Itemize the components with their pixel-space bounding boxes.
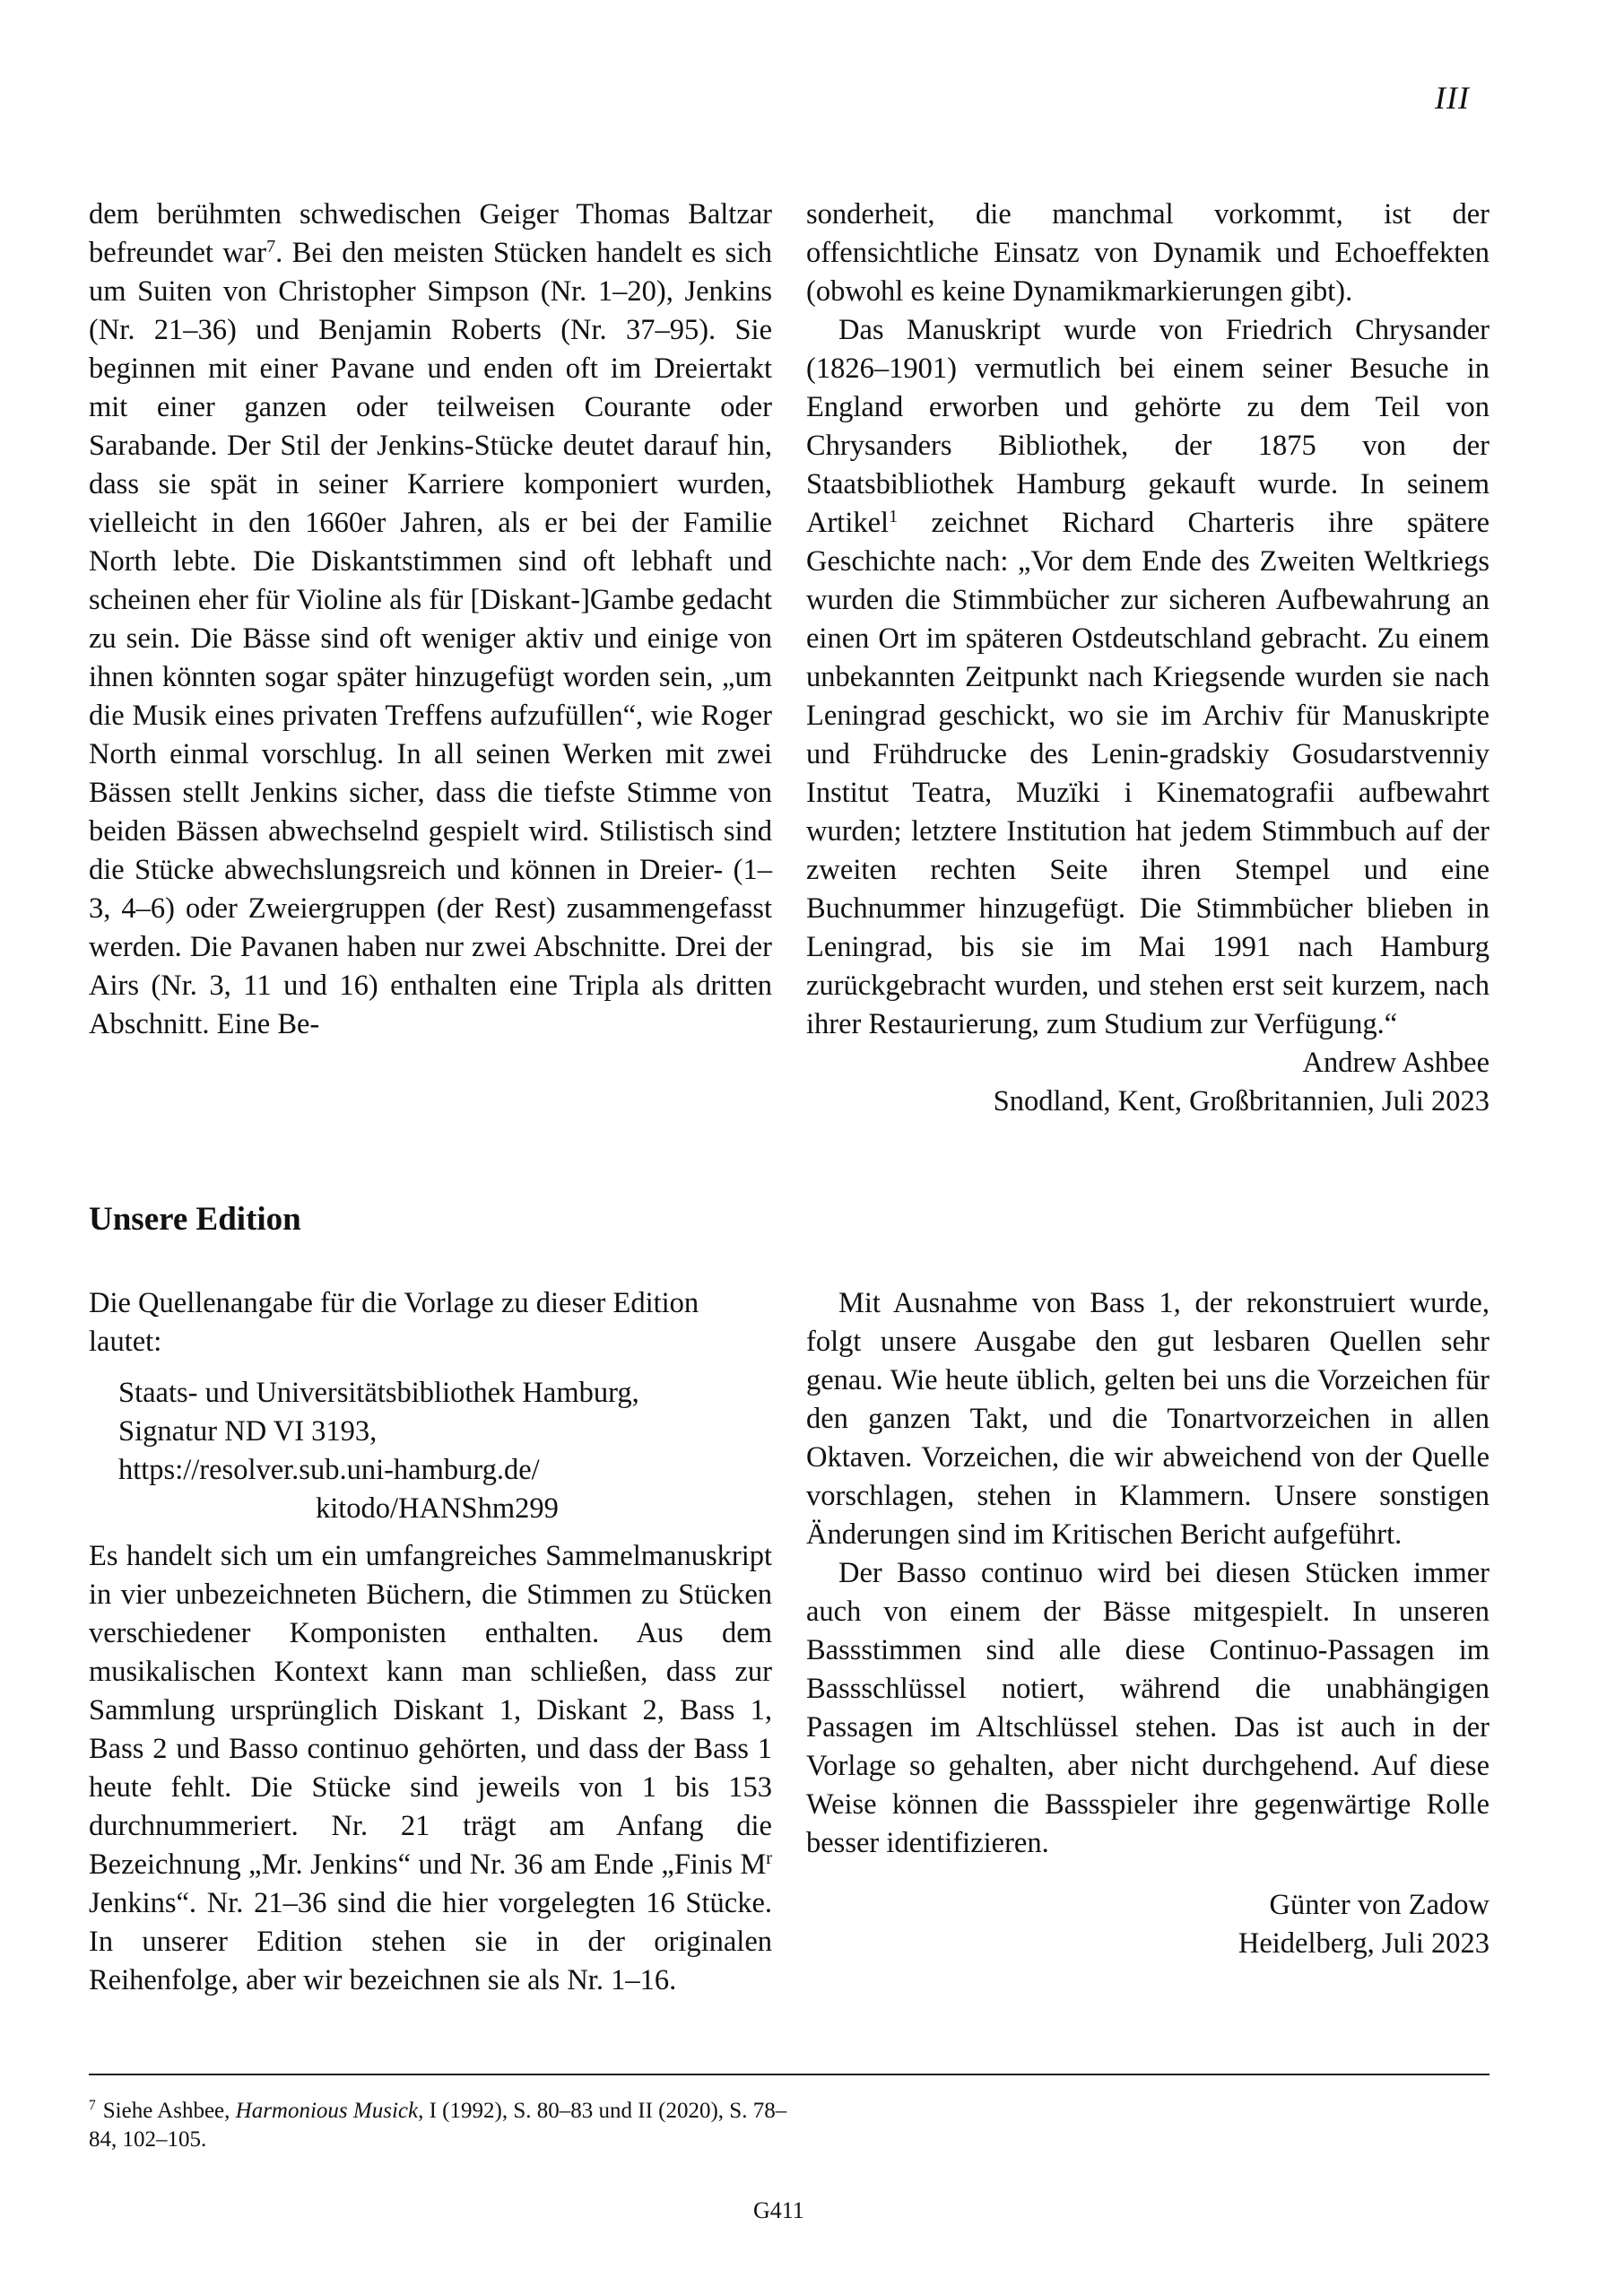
- source-library: Staats- und Universitätsbibliothek Hamburg,: [118, 1377, 639, 1409]
- section-heading: Unsere Edition: [89, 1201, 301, 1238]
- footnote: [89, 2097, 788, 2154]
- source-url[interactable]: https://resolver.sub.uni-hamburg.de/: [118, 1454, 540, 1486]
- paragraph-text: zeichnet Richard Charteris ihre spätere Geschichte nach: „Vor dem Ende des Zweiten Weltkriegs wurden die Stimmbücher zur sicheren Aufbewahrung an einen Ort im späteren Ostdeutschland gebracht. Zu einem unbekannten Zeitpunkt nach Kriegsende wurden sie nach Leningrad geschickt, wo sie im Archiv für Manuskripte und Frühdrucke des Lenin-gradskiy Gosudarstvenniy Institut Teatra, Muzïki i Kinematografii aufbewahrt wurden; letztere Institution hat jedem Stimmbuch auf der zweiten rechten Seite ihren Stempel und eine Buchnummer hinzugefügt. Die Stimmbücher blieben in Leningrad, bis sie im Mai 1991 nach Hamburg zurückgebracht wurden, und stehen erst seit kurzem, nach ihrer Restaurierung, zum Studium zur Verfügung.“: [806, 507, 1489, 1040]
- source-url-continued[interactable]: kitodo/HANShm299: [316, 1492, 559, 1525]
- source-shelfmark: Signatur ND VI 3193,: [118, 1415, 378, 1448]
- paragraph-text: Das Manuskript wurde von Friedrich Chrysander (1826–1901) vermutlich bei einem seiner Besuche in England erworben und gehörte zu dem Teil von Chrysanders Bibliothek, der 1875 von der Staatsbibliothek Hamburg gekauft wurde. In seinem Artikel: [806, 314, 1489, 539]
- paragraph-text: dem berühmten schwedischen Geiger Thomas Baltzar befreundet war: [89, 198, 772, 269]
- footnote-text: Siehe Ashbee,: [102, 2099, 236, 2123]
- paragraph: Der Basso continuo wird bei diesen Stücken immer auch von einem der Bässe mitgespielt. In unseren Bassstimmen sind alle diese Continuo-Passagen im Bassschlüssel notiert, während die unabhängigen Passagen im Altschlüssel stehen. Das ist auch in der Vorlage so gehalten, aber nicht durchgehend. Auf diese Weise können die Bassspieler ihre gegenwärtige Rolle besser identifizieren.: [806, 1557, 1489, 1859]
- signature-place-date: Snodland, Kent, Großbritannien, Juli 2023: [993, 1085, 1489, 1118]
- footnote-reference[interactable]: 1: [889, 506, 899, 526]
- footnote-text: , I (1992), S. 80–83 und II (2020), S. 78–84, 102–105.: [89, 2099, 787, 2152]
- footnote-title: Harmonious Musick: [235, 2099, 419, 2123]
- footnote-mark: 7: [89, 2098, 96, 2114]
- signature-name: Günter von Zadow: [1269, 1889, 1489, 1921]
- folio: G411: [753, 2197, 804, 2223]
- left-column-top: [89, 196, 772, 1044]
- paragraph: sonderheit, die manchmal vorkommt, ist der offensichtliche Einsatz von Dynamik und Echoeffekten (obwohl es keine Dynamikmarkierungen gibt).: [806, 198, 1489, 308]
- paragraph-text: Es handelt sich um ein umfangreiches Sammelmanuskript in vier unbezeichneten Büchern, die Stimmen zu Stücken verschiedener Komponisten enthalten. Aus dem musikalischen Kontext kann man schließen, dass zur Sammlung ursprünglich Diskant 1, Diskant 2, Bass 1, Bass 2 und Basso continuo gehörten, und dass der Bass 1 heute fehlt. Die Stücke sind jeweils von 1 bis 153 durchnummeriert. Nr. 21 trägt am Anfang die Bezeichnung „Mr. Jenkins“ und Nr. 36 am Ende „Finis M: [89, 1540, 772, 1881]
- signature-place-date: Heidelberg, Juli 2023: [1238, 1927, 1489, 1960]
- paragraph: Mit Ausnahme von Bass 1, der rekonstruiert wurde, folgt unsere Ausgabe den gut lesbaren Quellen sehr genau. Wie heute üblich, gelten bei uns die Vorzeichen für den ganzen Takt, und die Tonartvorzeichen in allen Oktaven. Vorzeichen, die wir abweichend von der Quelle vorschlagen, stehen in Klammern. Unsere sonstigen Änderungen sind im Kritischen Bericht aufgeführt.: [806, 1287, 1489, 1551]
- paragraph-text: . Bei den meisten Stücken handelt es sich um Suiten von Christopher Simpson (Nr. 1–20), Jenkins (Nr. 21–36) und Benjamin Roberts (Nr. 37–95). Sie beginnen mit einer Pavane und enden oft im Dreiertakt mit einer ganzen oder teilweisen Courante oder Sarabande. Der Stil der Jenkins-Stücke deutet darauf hin, dass sie spät in seiner Karriere komponiert wurden, vielleicht in den 1660er Jahren, als er bei der Familie North lebte. Die Diskantstimmen sind oft lebhaft und scheinen eher für Violine als für [Diskant-]Gambe gedacht zu sein. Die Bässe sind oft weniger aktiv und einige von ihnen könnten sogar später hinzugefügt worden sein, „um die Musik eines privaten Treffens aufzufüllen“, wie Roger North einmal vorschlug. In all seinen Werken mit zwei Bässen stellt Jenkins sicher, dass die tiefste Stimme von beiden Bässen abwechselnd gespielt wird. Stilistisch sind die Stücke abwechslungsreich und können in Dreier- (1–3, 4–6) oder Zweiergruppen (der Rest) zusammengefasst werden. Die Pavanen haben nur zwei Abschnitte. Drei der Airs (Nr. 3, 11 und 16) enthalten eine Tripla als dritten Abschnitt. Eine Be-: [89, 237, 773, 1040]
- source-citation: [89, 1374, 772, 1528]
- paragraph: [89, 1537, 772, 2000]
- paragraph: [806, 311, 1489, 1044]
- footnote-divider: [89, 2074, 1489, 2075]
- paragraph-text: Jenkins“. Nr. 21–36 sind die hier vorgelegten 16 Stücke. In unserer Edition stehen sie in der originalen Reihenfolge, aber wir bezeichnen sie als Nr. 1–16.: [89, 1887, 772, 1996]
- paragraph: Die Quellenangabe für die Vorlage zu dieser Edition lautet:: [89, 1287, 699, 1358]
- right-column-top: [806, 196, 1489, 1121]
- left-column-bottom: [89, 1284, 772, 2000]
- right-column-bottom: [806, 1284, 1489, 1963]
- footnote-reference[interactable]: 7: [266, 236, 276, 257]
- page-number: III: [1435, 80, 1470, 116]
- paragraph: [89, 196, 772, 1044]
- superscript: r: [766, 1848, 772, 1868]
- signature-name: Andrew Ashbee: [1302, 1047, 1489, 1079]
